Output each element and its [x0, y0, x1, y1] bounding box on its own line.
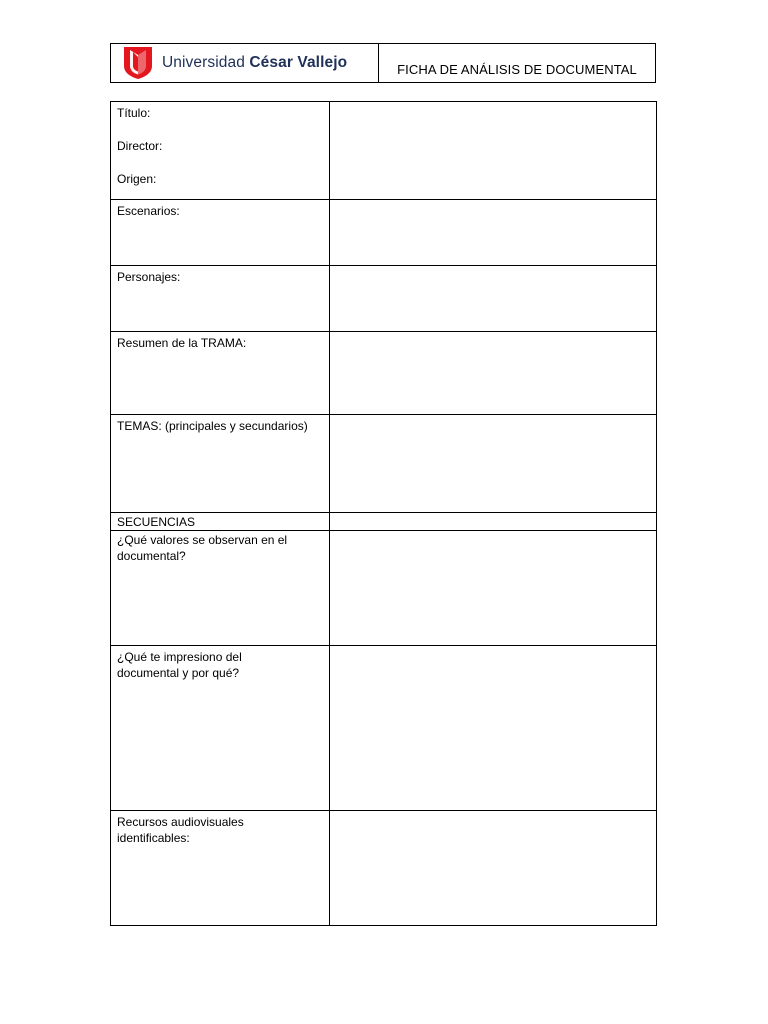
- value-cell-impresiono[interactable]: [330, 646, 657, 811]
- table-row: [111, 531, 657, 646]
- secuencias-label: SECUENCIAS: [117, 515, 196, 529]
- value-cell-temas[interactable]: [330, 415, 657, 513]
- temas-label: TEMAS: (principales y secundarios): [117, 419, 308, 433]
- valores-label-line-1: ¿Qué valores se observan en el: [117, 533, 288, 547]
- label-cell-temas: [111, 415, 330, 513]
- label-cell-titulo: [111, 102, 330, 200]
- recursos-label-line-1: Recursos audiovisuales: [117, 815, 244, 829]
- analysis-form-table: [110, 101, 657, 926]
- university-name: [162, 54, 347, 72]
- impresiono-label-line-1: ¿Qué te impresiono del: [117, 650, 242, 664]
- value-cell-resumen[interactable]: [330, 332, 657, 415]
- value-cell-recursos[interactable]: [330, 811, 657, 926]
- table-row: [111, 415, 657, 513]
- label-cell-impresiono: [111, 646, 330, 811]
- value-cell-titulo[interactable]: [330, 102, 657, 200]
- valores-label-line-2: documental?: [117, 549, 186, 563]
- label-cell-secuencias: [111, 513, 330, 531]
- resumen-label: Resumen de la TRAMA:: [117, 336, 247, 350]
- label-cell-resumen: [111, 332, 330, 415]
- label-cell-valores: [111, 531, 330, 646]
- director-label: Director:: [117, 139, 163, 153]
- recursos-label-line-2: identificables:: [117, 831, 190, 845]
- value-cell-secuencias[interactable]: [330, 513, 657, 531]
- label-cell-personajes: [111, 266, 330, 332]
- document-title: FICHA DE ANÁLISIS DE DOCUMENTAL: [397, 62, 637, 77]
- document-header: [110, 43, 656, 83]
- value-cell-personajes[interactable]: [330, 266, 657, 332]
- value-cell-escenarios[interactable]: [330, 200, 657, 266]
- value-cell-valores[interactable]: [330, 531, 657, 646]
- table-row: [111, 102, 657, 200]
- table-row: [111, 646, 657, 811]
- label-cell-recursos: [111, 811, 330, 926]
- university-shield-icon: [123, 46, 153, 80]
- table-row: [111, 811, 657, 926]
- impresiono-label-line-2: documental y por qué?: [117, 666, 240, 680]
- label-cell-escenarios: [111, 200, 330, 266]
- university-name-bold: César Vallejo: [249, 54, 348, 71]
- escenarios-label: Escenarios:: [117, 204, 180, 218]
- university-name-regular: Universidad: [162, 54, 245, 71]
- table-row: [111, 332, 657, 415]
- personajes-label: Personajes:: [117, 270, 181, 284]
- table-row: [111, 266, 657, 332]
- table-row: [111, 513, 657, 531]
- origen-label: Origen:: [117, 172, 157, 186]
- university-logo: [111, 44, 379, 82]
- titulo-label: Título:: [117, 106, 151, 120]
- table-row: [111, 200, 657, 266]
